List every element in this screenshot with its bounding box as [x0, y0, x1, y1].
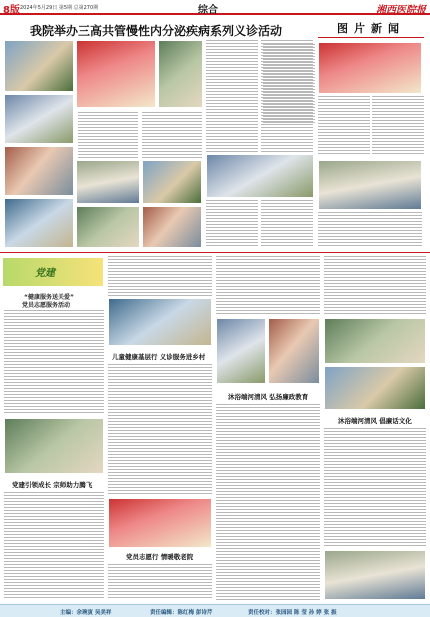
photo: [76, 40, 156, 108]
photo: [324, 318, 426, 364]
article-headline: 沐浴端河清风 弘扬廉政教育: [228, 393, 309, 401]
picture-news-title: 图片新闻: [318, 20, 424, 38]
photo: [318, 42, 422, 94]
article-text: [263, 44, 315, 124]
photo: [142, 206, 202, 248]
page-number: 8版: [3, 5, 20, 16]
article-text: [206, 40, 258, 152]
article-text: [318, 96, 370, 156]
photo: [108, 498, 212, 548]
section-title: 综合: [198, 5, 218, 16]
article-headline: 党建引领成长 宗师助力腾飞: [12, 481, 93, 489]
party-building-banner: 党建: [3, 258, 103, 286]
photo: [206, 154, 314, 198]
top-headline: 我院举办三高共管慢性内分泌疾病系列义诊活动: [30, 24, 283, 38]
article-text: [324, 428, 426, 548]
article-text: [108, 564, 212, 600]
page-header: [0, 0, 430, 15]
photo: [108, 298, 212, 346]
photo: [324, 550, 426, 600]
photo: [216, 318, 266, 384]
newspaper-logo: 湘西医院报: [376, 5, 426, 16]
photo: [318, 160, 422, 210]
photo: [76, 160, 140, 204]
article-text: [142, 112, 202, 158]
article-headline: 儿童健康基层行 义诊服务进乡村: [112, 353, 206, 361]
photo: [4, 40, 74, 92]
article-text: [216, 404, 320, 600]
photo: [142, 160, 202, 204]
article-subtitle: “健康服务送关爱”: [24, 294, 74, 301]
section-divider: [0, 252, 430, 253]
photo: [4, 146, 74, 196]
article-headline: 沐浴端河清风 倡廉话文化: [338, 417, 412, 425]
article-text: [78, 112, 138, 158]
photo: [158, 40, 203, 108]
article-text: [4, 310, 104, 414]
article-text: [108, 364, 212, 494]
photo: [4, 94, 74, 144]
article-text: [318, 212, 422, 248]
article-text: [4, 492, 104, 600]
article-text: [372, 96, 424, 156]
article-text: [324, 256, 426, 316]
photo: [4, 418, 104, 474]
photo: [76, 206, 140, 248]
photo: [268, 318, 320, 384]
article-subtitle: 党员志愿服务活动: [22, 302, 71, 309]
proofreader-credit: 责任校对：张园园 陈 莹 孙 婷 张 振: [248, 610, 337, 616]
article-text: [206, 200, 258, 248]
editor-credit: 主编：余琬寅 吴美祥: [60, 610, 112, 616]
page-footer: [0, 604, 430, 617]
photo: [4, 198, 74, 248]
article-text: [216, 256, 320, 316]
article-text: [261, 200, 313, 248]
duty-editor-credit: 责任编辑：陈红梅 彭诗芹: [150, 610, 213, 616]
article-headline: 党员志愿行 情暖敬老院: [126, 553, 194, 561]
article-text: [108, 256, 212, 296]
photo: [324, 366, 426, 410]
issue-meta: 2024年5月29日 第5期 总第270期: [20, 5, 99, 11]
